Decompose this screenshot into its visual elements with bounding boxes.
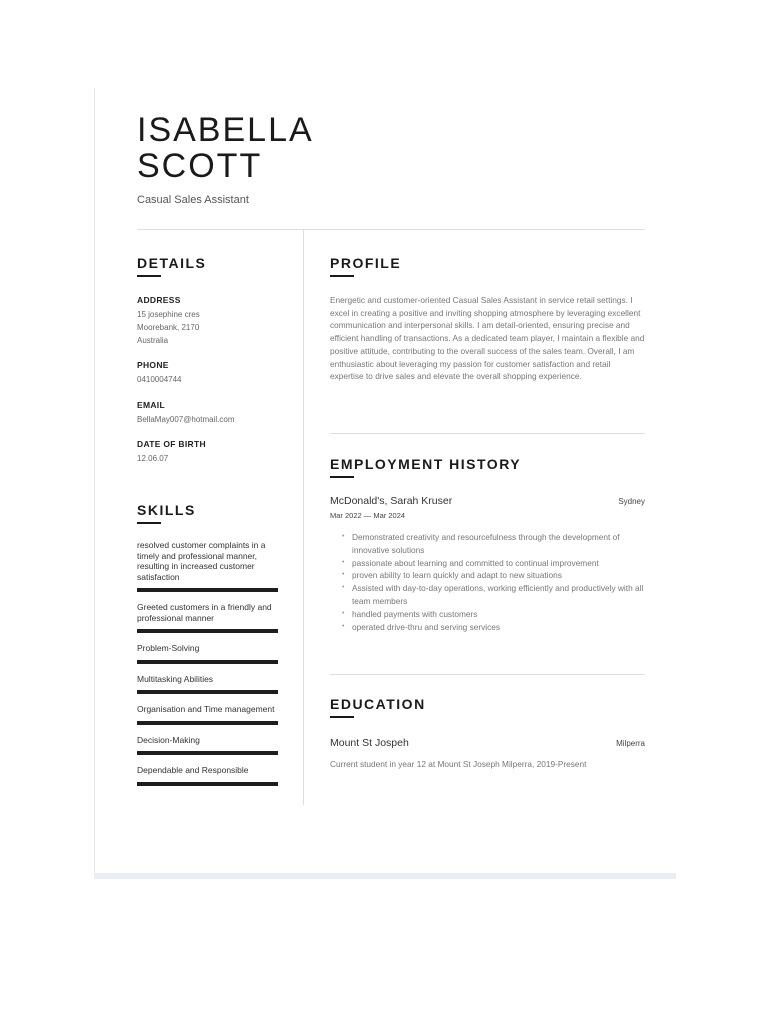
education-underline [330, 716, 354, 718]
school-city: Milperra [616, 739, 645, 748]
section-divider [330, 674, 645, 675]
job-title: Casual Sales Assistant [137, 194, 249, 206]
first-name: ISABELLA [137, 111, 314, 149]
job-bullet: • Demonstrated creativity and resourcefulness through the development of innovative solutions [352, 531, 645, 557]
job-entry [330, 495, 645, 633]
section-divider [330, 433, 645, 434]
dob-value: 12.06.07 [137, 454, 169, 463]
skills-list [137, 540, 278, 796]
profile-section [330, 294, 645, 383]
job-bullet: • operated drive-thru and serving services [352, 621, 645, 634]
skill-item: Decision-Making [137, 735, 278, 756]
skill-item: Organisation and Time management [137, 704, 278, 725]
phone-block [137, 360, 282, 386]
job-city: Sydney [618, 497, 645, 506]
job-bullet: • handled payments with customers [352, 608, 645, 621]
profile-text: Energetic and customer-oriented Casual Sales Assistant in service retail settings. I excel in creating a positive and inviting shopping atmosphere by leveraging excellent communication and interpersonal skills. I am detail-oriented, ensuring precise and efficient handling of transactions. As a dedicated team player, I maintain a flexible and positive attitude, contributing to the overall success of the sales team. Overall, I am enthusiastic about leveraging my passion for customer satisfaction and retail expertise to drive sales and elevate the overall shopping experience. [330, 295, 645, 382]
last-name: SCOTT [137, 147, 263, 185]
dob-block [137, 439, 282, 465]
column-divider [303, 230, 304, 805]
details-heading: DETAILS [137, 255, 207, 271]
job-employer: McDonald's, Sarah Kruser [330, 495, 453, 507]
dob-label: DATE OF BIRTH [137, 439, 206, 449]
job-bullet: • Assisted with day-to-day operations, working efficiently and productively with all team members [352, 582, 645, 608]
phone-label: PHONE [137, 360, 169, 370]
skill-item: Multitasking Abilities [137, 674, 278, 695]
job-dates: Mar 2022 — Mar 2024 [330, 511, 406, 520]
skill-item: resolved customer complaints in a timely and professional manner, resulting in increased customer satisfaction [137, 540, 278, 592]
job-bullet: • proven ability to learn quickly and adapt to new situations [352, 569, 645, 582]
job-bullet: • passionate about learning and committed to continual improvement [352, 557, 645, 570]
email-block [137, 400, 282, 426]
phone-value: 0410004744 [137, 375, 182, 384]
skills-heading: SKILLS [137, 502, 196, 518]
skills-underline [137, 522, 161, 524]
email-label: EMAIL [137, 400, 165, 410]
email-value: BellaMay007@hotmail.com [137, 415, 235, 424]
address-line3: Australia [137, 336, 169, 345]
job-bullets [330, 531, 645, 633]
address-block [137, 295, 282, 347]
candidate-name [137, 112, 314, 184]
employment-underline [330, 476, 354, 478]
education-entry [330, 737, 645, 769]
employment-heading: EMPLOYMENT HISTORY [330, 456, 522, 472]
address-line2: Moorebank, 2170 [137, 323, 200, 332]
address-line1: 15 josephine cres [137, 310, 200, 319]
education-description: Current student in year 12 at Mount St Joseph Milperra, 2019-Present [330, 759, 587, 769]
profile-heading: PROFILE [330, 255, 402, 271]
skill-item: Problem-Solving [137, 643, 278, 664]
address-label: ADDRESS [137, 295, 181, 305]
education-header [330, 737, 645, 749]
profile-underline [330, 275, 354, 277]
resume-page [94, 88, 676, 873]
header-divider [137, 229, 645, 230]
job-header [330, 495, 645, 507]
skill-item: Greeted customers in a friendly and professional manner [137, 602, 278, 633]
school-name: Mount St Jospeh [330, 737, 409, 749]
skill-item: Dependable and Responsible [137, 765, 278, 786]
details-underline [137, 275, 161, 277]
education-heading: EDUCATION [330, 696, 426, 712]
